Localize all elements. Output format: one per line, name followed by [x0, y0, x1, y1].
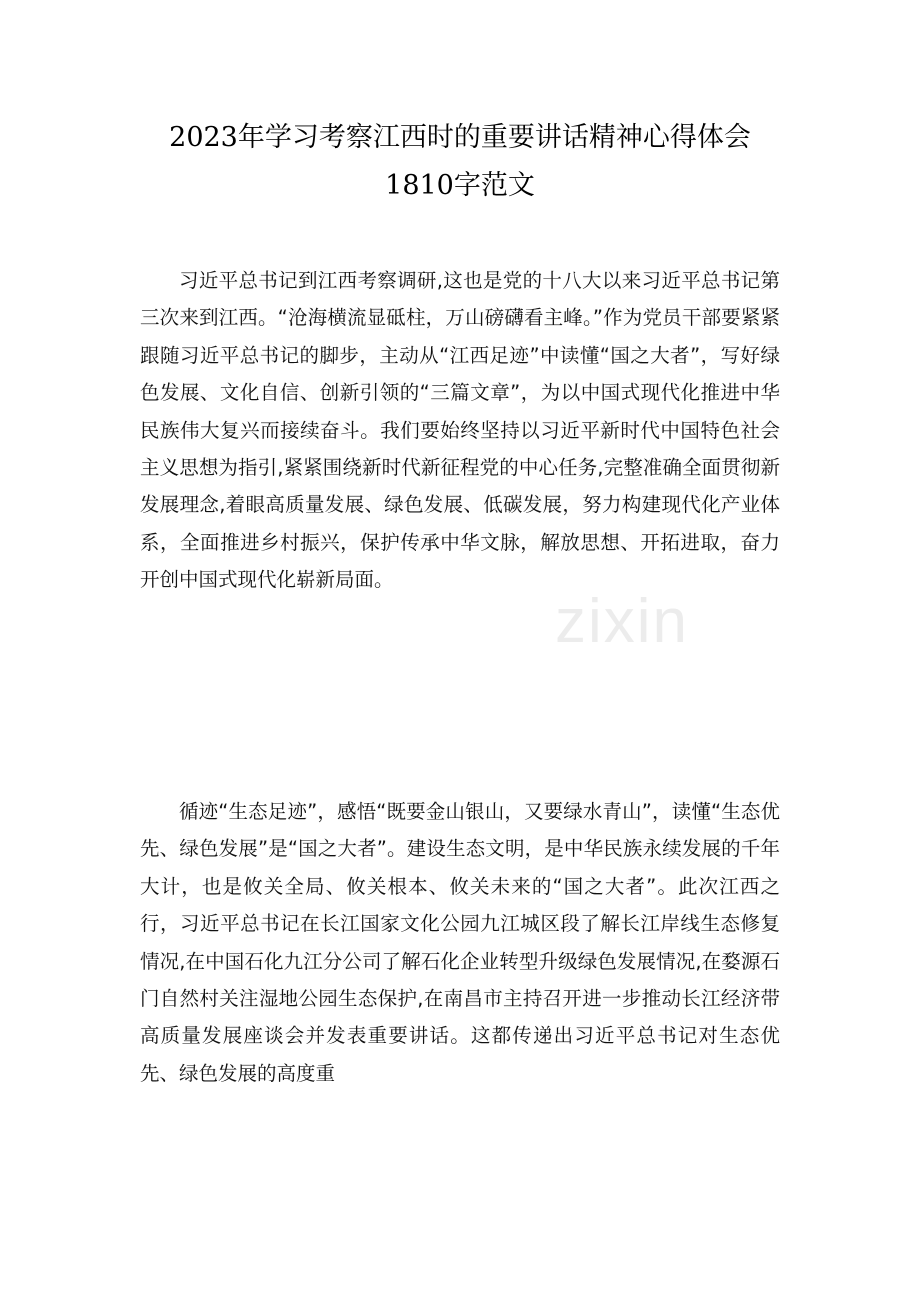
paragraph-2: 循迹“生态足迹”，感悟“既要金山银山，又要绿水青山”，读懂“生态优先、绿色发展”是“国之大者”。建设生态文明，是中华民族永续发展的千年大计，也是攸关全局、攸关根本、攸关未来的“国之大者”。此次江西之行，习近平总书记在长江国家文化公园九江城区段了解长江岸线生态修复情况,在中国石化九江分公司了解石化企业转型升级绿色发展情况,在婺源石门自然村关注湿地公园生态保护,在南昌市主持召开进一步推动长江经济带高质量发展座谈会并发表重要讲话。这都传递出习近平总书记对生态优先、绿色发展的高度重	[140, 800, 780, 1085]
document-title-subline: 1810字范文	[385, 170, 535, 201]
watermark: zixin	[555, 587, 690, 656]
document-title: 2023年学习考察江西时的重要讲话精神心得体会	[169, 122, 751, 153]
paragraph-1: 习近平总书记到江西考察调研,这也是党的十八大以来习近平总书记第三次来到江西。“沧海横流显砥柱，万山磅礴看主峰。”作为党员干部要紧紧跟随习近平总书记的脚步，主动从“江西足迹”中读懂“国之大者”，写好绿色发展、文化自信、创新引领的“三篇文章”，为以中国式现代化推进中华民族伟大复兴而接续奋斗。我们要始终坚持以习近平新时代中国特色社会主义思想为指引,紧紧围绕新时代新征程党的中心任务,完整准确全面贯彻新发展理念,着眼高质量发展、绿色发展、低碳发展，努力构建现代化产业体系，全面推进乡村振兴，保护传承中华文脉，解放思想、开拓进取，奋力开创中国式现代化崭新局面。	[140, 269, 780, 592]
